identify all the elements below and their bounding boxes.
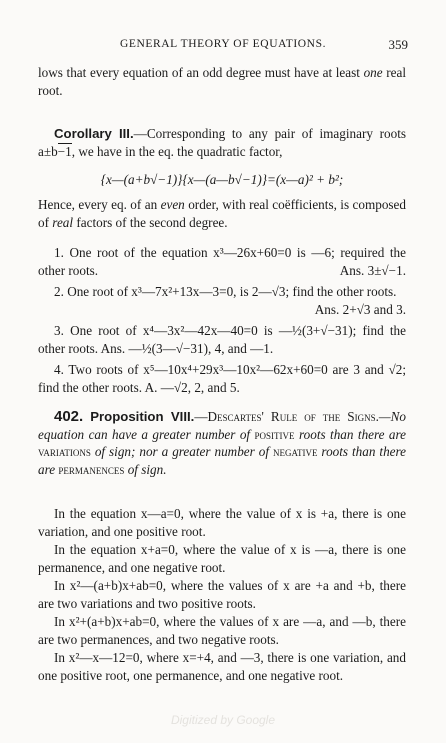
- corollary-conclusion: Hence, every eq. of an even order, with real coëfficients, is composed of real factors of the second degree.: [38, 197, 407, 230]
- proposition-number: 402.: [54, 408, 84, 425]
- exercise-4: 4. Two roots of x⁵—10x⁴+29x³—10x²—62x+60=0 are 3 and √2; find the other roots. A. —√2, 2, and 5.: [38, 362, 406, 395]
- proposition-label: Proposition VIII.: [90, 409, 195, 424]
- proposition-paragraph: 402. Proposition VIII.—Descartes' Rule of the Signs.—No equation can have a greater number of positive roots than there are variations of sign; nor a greater number of negative roots than there are permanences of sign.: [38, 408, 407, 477]
- example-1: In the equation x—a=0, where the value of x is +a, there is one variation, and one positive root.: [38, 506, 406, 539]
- corollary-paragraph: Corollary III.—Corresponding to any pair of imaginary roots a±b−1, we have in the eq. the quadratic factor,: [38, 126, 407, 159]
- running-header: [38, 38, 408, 50]
- quadratic-factor-formula: {x—(a+b√−1)}{x—(a—b√−1)}=(x—a)² + b²;: [100, 172, 344, 187]
- intro-paragraph: lows that every equation of an odd degree must have at least one real root.: [38, 65, 407, 98]
- exercise-2: 2. One root of x³—7x²+13x—3=0, is 2—√3; find the other roots. Ans. 2+√3 and 3.: [54, 284, 406, 317]
- example-4: In x²+(a+b)x+ab=0, where the values of x are —a, and —b, there are two permanences, and two negative roots.: [38, 614, 406, 647]
- exercise-3: 3. One root of x⁴—3x²—42x—40=0 is —½(3+√−31); find the other roots. Ans. —½(3—√−31), 4, and —1.: [38, 323, 406, 356]
- page-number: 359: [388, 37, 408, 52]
- corollary-label: Corollary III.: [54, 126, 134, 141]
- exercise-1: 1. One root of the equation x³—26x+60=0 is —6; required the other roots. Ans. 3±√−1.: [38, 245, 406, 278]
- example-3: In x²—(a+b)x+ab=0, where the values of x are +a and +b, there are two variations and two positive roots.: [38, 578, 406, 611]
- example-2: In the equation x+a=0, where the value of x is —a, there is one permanence, and one negative root.: [38, 542, 406, 575]
- example-5: In x²—x—12=0, where x=+4, and —3, there is one variation, and one positive root, one permanence, and one negative root.: [38, 650, 406, 683]
- running-title: GENERAL THEORY OF EQUATIONS.: [119, 38, 327, 50]
- digitization-watermark: Digitized by Google: [170, 713, 276, 727]
